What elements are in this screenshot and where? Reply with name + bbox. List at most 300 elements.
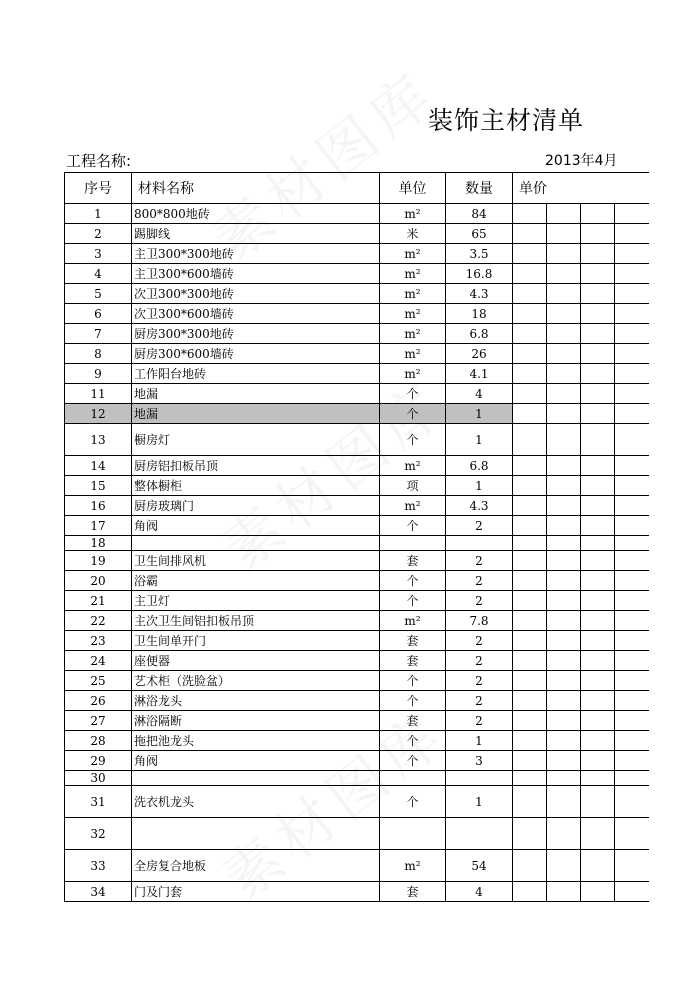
unit-cell: 个 [380,691,446,711]
material-name: 卫生间排风机 [132,551,380,571]
price-cell [581,496,615,516]
table-row [65,404,649,424]
row-number: 21 [65,591,132,611]
price-cell [615,536,649,551]
unit-cell: m² [380,344,446,364]
material-name: 主卫300*600墙砖 [132,264,380,284]
quantity-cell: 2 [446,551,513,571]
price-cell [547,536,581,551]
table-row [65,786,649,818]
table-row [65,324,649,344]
price-cell [581,244,615,264]
price-cell [615,591,649,611]
price-cell [615,476,649,496]
material-name: 淋浴隔断 [132,711,380,731]
table-row [65,284,649,304]
row-number: 19 [65,551,132,571]
price-cell [581,456,615,476]
price-cell [513,496,547,516]
price-cell [513,786,547,818]
material-name: 拖把池龙头 [132,731,380,751]
table-row [65,264,649,284]
table-row [65,364,649,384]
material-name: 门及门套 [132,882,380,902]
header-unit: 单位 [380,173,446,204]
table-row [65,204,649,224]
unit-cell: 项 [380,476,446,496]
price-cell [547,611,581,631]
price-cell [581,671,615,691]
table-row [65,691,649,711]
price-cell [581,611,615,631]
row-number: 34 [65,882,132,902]
quantity-cell: 4.1 [446,364,513,384]
price-cell [513,344,547,364]
quantity-cell: 54 [446,850,513,882]
unit-cell: 套 [380,551,446,571]
unit-cell: 套 [380,882,446,902]
material-name [132,818,380,850]
price-cell [547,224,581,244]
quantity-cell: 4.3 [446,496,513,516]
price-cell [615,818,649,850]
price-cell [513,364,547,384]
quantity-cell: 2 [446,711,513,731]
price-cell [513,516,547,536]
unit-cell: m² [380,364,446,384]
price-cell [615,204,649,224]
quantity-cell: 1 [446,476,513,496]
document-date: 2013年4月 [545,153,618,169]
price-cell [615,324,649,344]
price-cell [581,404,615,424]
price-cell [547,671,581,691]
material-name: 主次卫生间铝扣板吊顶 [132,611,380,631]
row-number: 15 [65,476,132,496]
material-name: 座便器 [132,651,380,671]
row-number: 12 [65,404,132,424]
price-cell [513,571,547,591]
price-cell [513,882,547,902]
price-cell [615,786,649,818]
price-cell [615,751,649,771]
unit-cell [380,818,446,850]
row-number: 14 [65,456,132,476]
price-cell [547,264,581,284]
row-number: 29 [65,751,132,771]
unit-cell: 个 [380,571,446,591]
price-cell [581,786,615,818]
row-number: 24 [65,651,132,671]
unit-cell: 个 [380,786,446,818]
price-cell [513,711,547,731]
material-name: 全房复合地板 [132,850,380,882]
table-row [65,631,649,651]
price-cell [615,882,649,902]
material-name [132,536,380,551]
table-row [65,751,649,771]
unit-cell [380,771,446,786]
row-number: 2 [65,224,132,244]
price-cell [581,284,615,304]
material-name: 次卫300*600墙砖 [132,304,380,324]
material-name: 浴霸 [132,571,380,591]
price-cell [547,551,581,571]
row-number: 25 [65,671,132,691]
row-number: 32 [65,818,132,850]
price-cell [615,711,649,731]
table-row [65,611,649,631]
price-cell [615,571,649,591]
price-cell [615,404,649,424]
price-cell [547,456,581,476]
price-cell [547,324,581,344]
material-name: 角阀 [132,751,380,771]
row-number: 6 [65,304,132,324]
price-cell [513,324,547,344]
price-cell [581,516,615,536]
table-row [65,671,649,691]
material-name: 厨房300*600墙砖 [132,344,380,364]
table-row [65,818,649,850]
price-cell [513,384,547,404]
quantity-cell: 4 [446,882,513,902]
price-cell [581,344,615,364]
price-cell [615,516,649,536]
table-row [65,224,649,244]
price-cell [615,671,649,691]
price-cell [513,536,547,551]
quantity-cell: 1 [446,424,513,456]
table-row [65,850,649,882]
quantity-cell: 6.8 [446,456,513,476]
table-row [65,651,649,671]
material-name: 主卫灯 [132,591,380,611]
unit-cell: m² [380,496,446,516]
price-cell [547,304,581,324]
unit-cell: 个 [380,384,446,404]
price-cell [513,224,547,244]
quantity-cell: 7.8 [446,611,513,631]
row-number: 11 [65,384,132,404]
header-no: 序号 [65,173,132,204]
header-name: 材料名称 [132,173,380,204]
price-cell [547,771,581,786]
price-cell [547,476,581,496]
price-cell [513,284,547,304]
price-cell [581,882,615,902]
quantity-cell: 2 [446,591,513,611]
price-cell [581,204,615,224]
unit-cell: m² [380,611,446,631]
quantity-cell [446,818,513,850]
material-name: 卫生间单开门 [132,631,380,651]
table-row [65,344,649,364]
row-number: 17 [65,516,132,536]
price-cell [615,364,649,384]
price-cell [547,571,581,591]
price-cell [547,424,581,456]
material-name: 厨房300*300地砖 [132,324,380,344]
quantity-cell: 4 [446,384,513,404]
material-name: 厨房铝扣板吊顶 [132,456,380,476]
price-cell [547,651,581,671]
material-name [132,771,380,786]
unit-cell: 米 [380,224,446,244]
price-cell [547,364,581,384]
material-name: 艺术柜（洗脸盆） [132,671,380,691]
table-row [65,731,649,751]
price-cell [547,850,581,882]
price-cell [513,404,547,424]
row-number: 23 [65,631,132,651]
price-cell [513,551,547,571]
price-cell [615,691,649,711]
quantity-cell: 6.8 [446,324,513,344]
row-number: 22 [65,611,132,631]
row-number: 18 [65,536,132,551]
price-cell [513,731,547,751]
price-cell [513,204,547,224]
price-cell [547,786,581,818]
row-number: 33 [65,850,132,882]
row-number: 26 [65,691,132,711]
row-number: 9 [65,364,132,384]
material-name: 工作阳台地砖 [132,364,380,384]
quantity-cell: 65 [446,224,513,244]
materials-table [64,172,649,902]
price-cell [615,284,649,304]
quantity-cell: 84 [446,204,513,224]
unit-cell: 个 [380,671,446,691]
material-name: 橱房灯 [132,424,380,456]
price-cell [581,224,615,244]
row-number: 16 [65,496,132,516]
unit-cell: m² [380,244,446,264]
table-row [65,536,649,551]
row-number: 8 [65,344,132,364]
quantity-cell: 1 [446,404,513,424]
table-body [65,204,649,902]
unit-cell: m² [380,264,446,284]
price-cell [513,631,547,651]
price-cell [581,591,615,611]
quantity-cell: 3.5 [446,244,513,264]
table-row [65,882,649,902]
unit-cell: 套 [380,651,446,671]
table-row [65,551,649,571]
price-cell [547,244,581,264]
unit-cell: 个 [380,404,446,424]
quantity-cell: 2 [446,691,513,711]
material-name: 淋浴龙头 [132,691,380,711]
price-cell [615,244,649,264]
unit-cell: 个 [380,591,446,611]
material-name: 角阀 [132,516,380,536]
table-row [65,496,649,516]
row-number: 27 [65,711,132,731]
price-cell [513,691,547,711]
price-cell [581,264,615,284]
material-name: 厨房玻璃门 [132,496,380,516]
material-name: 800*800地砖 [132,204,380,224]
price-cell [581,551,615,571]
quantity-cell: 2 [446,571,513,591]
row-number: 7 [65,324,132,344]
unit-cell [380,536,446,551]
table-row [65,516,649,536]
price-cell [513,671,547,691]
price-cell [615,551,649,571]
price-cell [513,591,547,611]
price-cell [547,204,581,224]
row-number: 4 [65,264,132,284]
unit-cell: m² [380,850,446,882]
unit-cell: 套 [380,711,446,731]
price-cell [615,631,649,651]
price-cell [581,850,615,882]
price-cell [547,691,581,711]
row-number: 30 [65,771,132,786]
material-name: 地漏 [132,404,380,424]
price-cell [547,496,581,516]
material-name: 次卫300*300地砖 [132,284,380,304]
price-cell [615,850,649,882]
price-cell [513,651,547,671]
price-cell [615,651,649,671]
table-row [65,711,649,731]
quantity-cell: 2 [446,671,513,691]
unit-cell: 个 [380,731,446,751]
price-cell [547,344,581,364]
price-cell [547,631,581,651]
price-cell [513,244,547,264]
quantity-cell: 2 [446,631,513,651]
quantity-cell: 1 [446,786,513,818]
unit-cell: m² [380,456,446,476]
price-cell [581,751,615,771]
price-cell [581,571,615,591]
price-cell [547,591,581,611]
price-cell [547,711,581,731]
quantity-cell: 18 [446,304,513,324]
price-cell [581,384,615,404]
header-price: 单价 [513,173,649,204]
table-row [65,571,649,591]
price-cell [581,771,615,786]
header-qty: 数量 [446,173,513,204]
row-number: 31 [65,786,132,818]
price-cell [547,882,581,902]
price-cell [615,731,649,751]
price-cell [513,264,547,284]
table-row [65,384,649,404]
quantity-cell [446,771,513,786]
price-cell [581,364,615,384]
price-cell [547,731,581,751]
price-cell [513,751,547,771]
material-name: 踢脚线 [132,224,380,244]
unit-cell: 个 [380,424,446,456]
price-cell [581,711,615,731]
price-cell [513,771,547,786]
quantity-cell: 4.3 [446,284,513,304]
quantity-cell: 3 [446,751,513,771]
price-cell [581,476,615,496]
material-name: 整体橱柜 [132,476,380,496]
unit-cell: 个 [380,751,446,771]
price-cell [581,324,615,344]
price-cell [581,818,615,850]
table-row [65,771,649,786]
price-cell [581,536,615,551]
price-cell [547,404,581,424]
table-row [65,476,649,496]
price-cell [513,611,547,631]
material-name: 主卫300*300地砖 [132,244,380,264]
price-cell [615,424,649,456]
price-cell [615,304,649,324]
price-cell [615,496,649,516]
price-cell [513,476,547,496]
quantity-cell [446,536,513,551]
price-cell [581,691,615,711]
price-cell [547,384,581,404]
quantity-cell: 2 [446,516,513,536]
quantity-cell: 2 [446,651,513,671]
price-cell [581,424,615,456]
price-cell [513,304,547,324]
table-row [65,304,649,324]
table-row [65,591,649,611]
price-cell [513,456,547,476]
project-name-label: 工程名称: [66,152,132,170]
table-row [65,244,649,264]
quantity-cell: 1 [446,731,513,751]
price-cell [513,850,547,882]
price-cell [547,516,581,536]
price-cell [581,651,615,671]
price-cell [513,818,547,850]
material-name: 地漏 [132,384,380,404]
price-cell [513,424,547,456]
price-cell [615,456,649,476]
unit-cell: m² [380,204,446,224]
row-number: 13 [65,424,132,456]
price-cell [615,611,649,631]
price-cell [547,818,581,850]
unit-cell: 套 [380,631,446,651]
price-cell [615,344,649,364]
quantity-cell: 26 [446,344,513,364]
price-cell [615,224,649,244]
unit-cell: m² [380,304,446,324]
unit-cell: m² [380,284,446,304]
table-row [65,424,649,456]
row-number: 3 [65,244,132,264]
material-name: 洗衣机龙头 [132,786,380,818]
price-cell [581,304,615,324]
header-row [65,173,649,204]
price-cell [615,771,649,786]
price-cell [547,751,581,771]
unit-cell: 个 [380,516,446,536]
price-cell [581,731,615,751]
unit-cell: m² [380,324,446,344]
row-number: 20 [65,571,132,591]
price-cell [547,284,581,304]
document-title: 装饰主材清单 [428,106,585,135]
